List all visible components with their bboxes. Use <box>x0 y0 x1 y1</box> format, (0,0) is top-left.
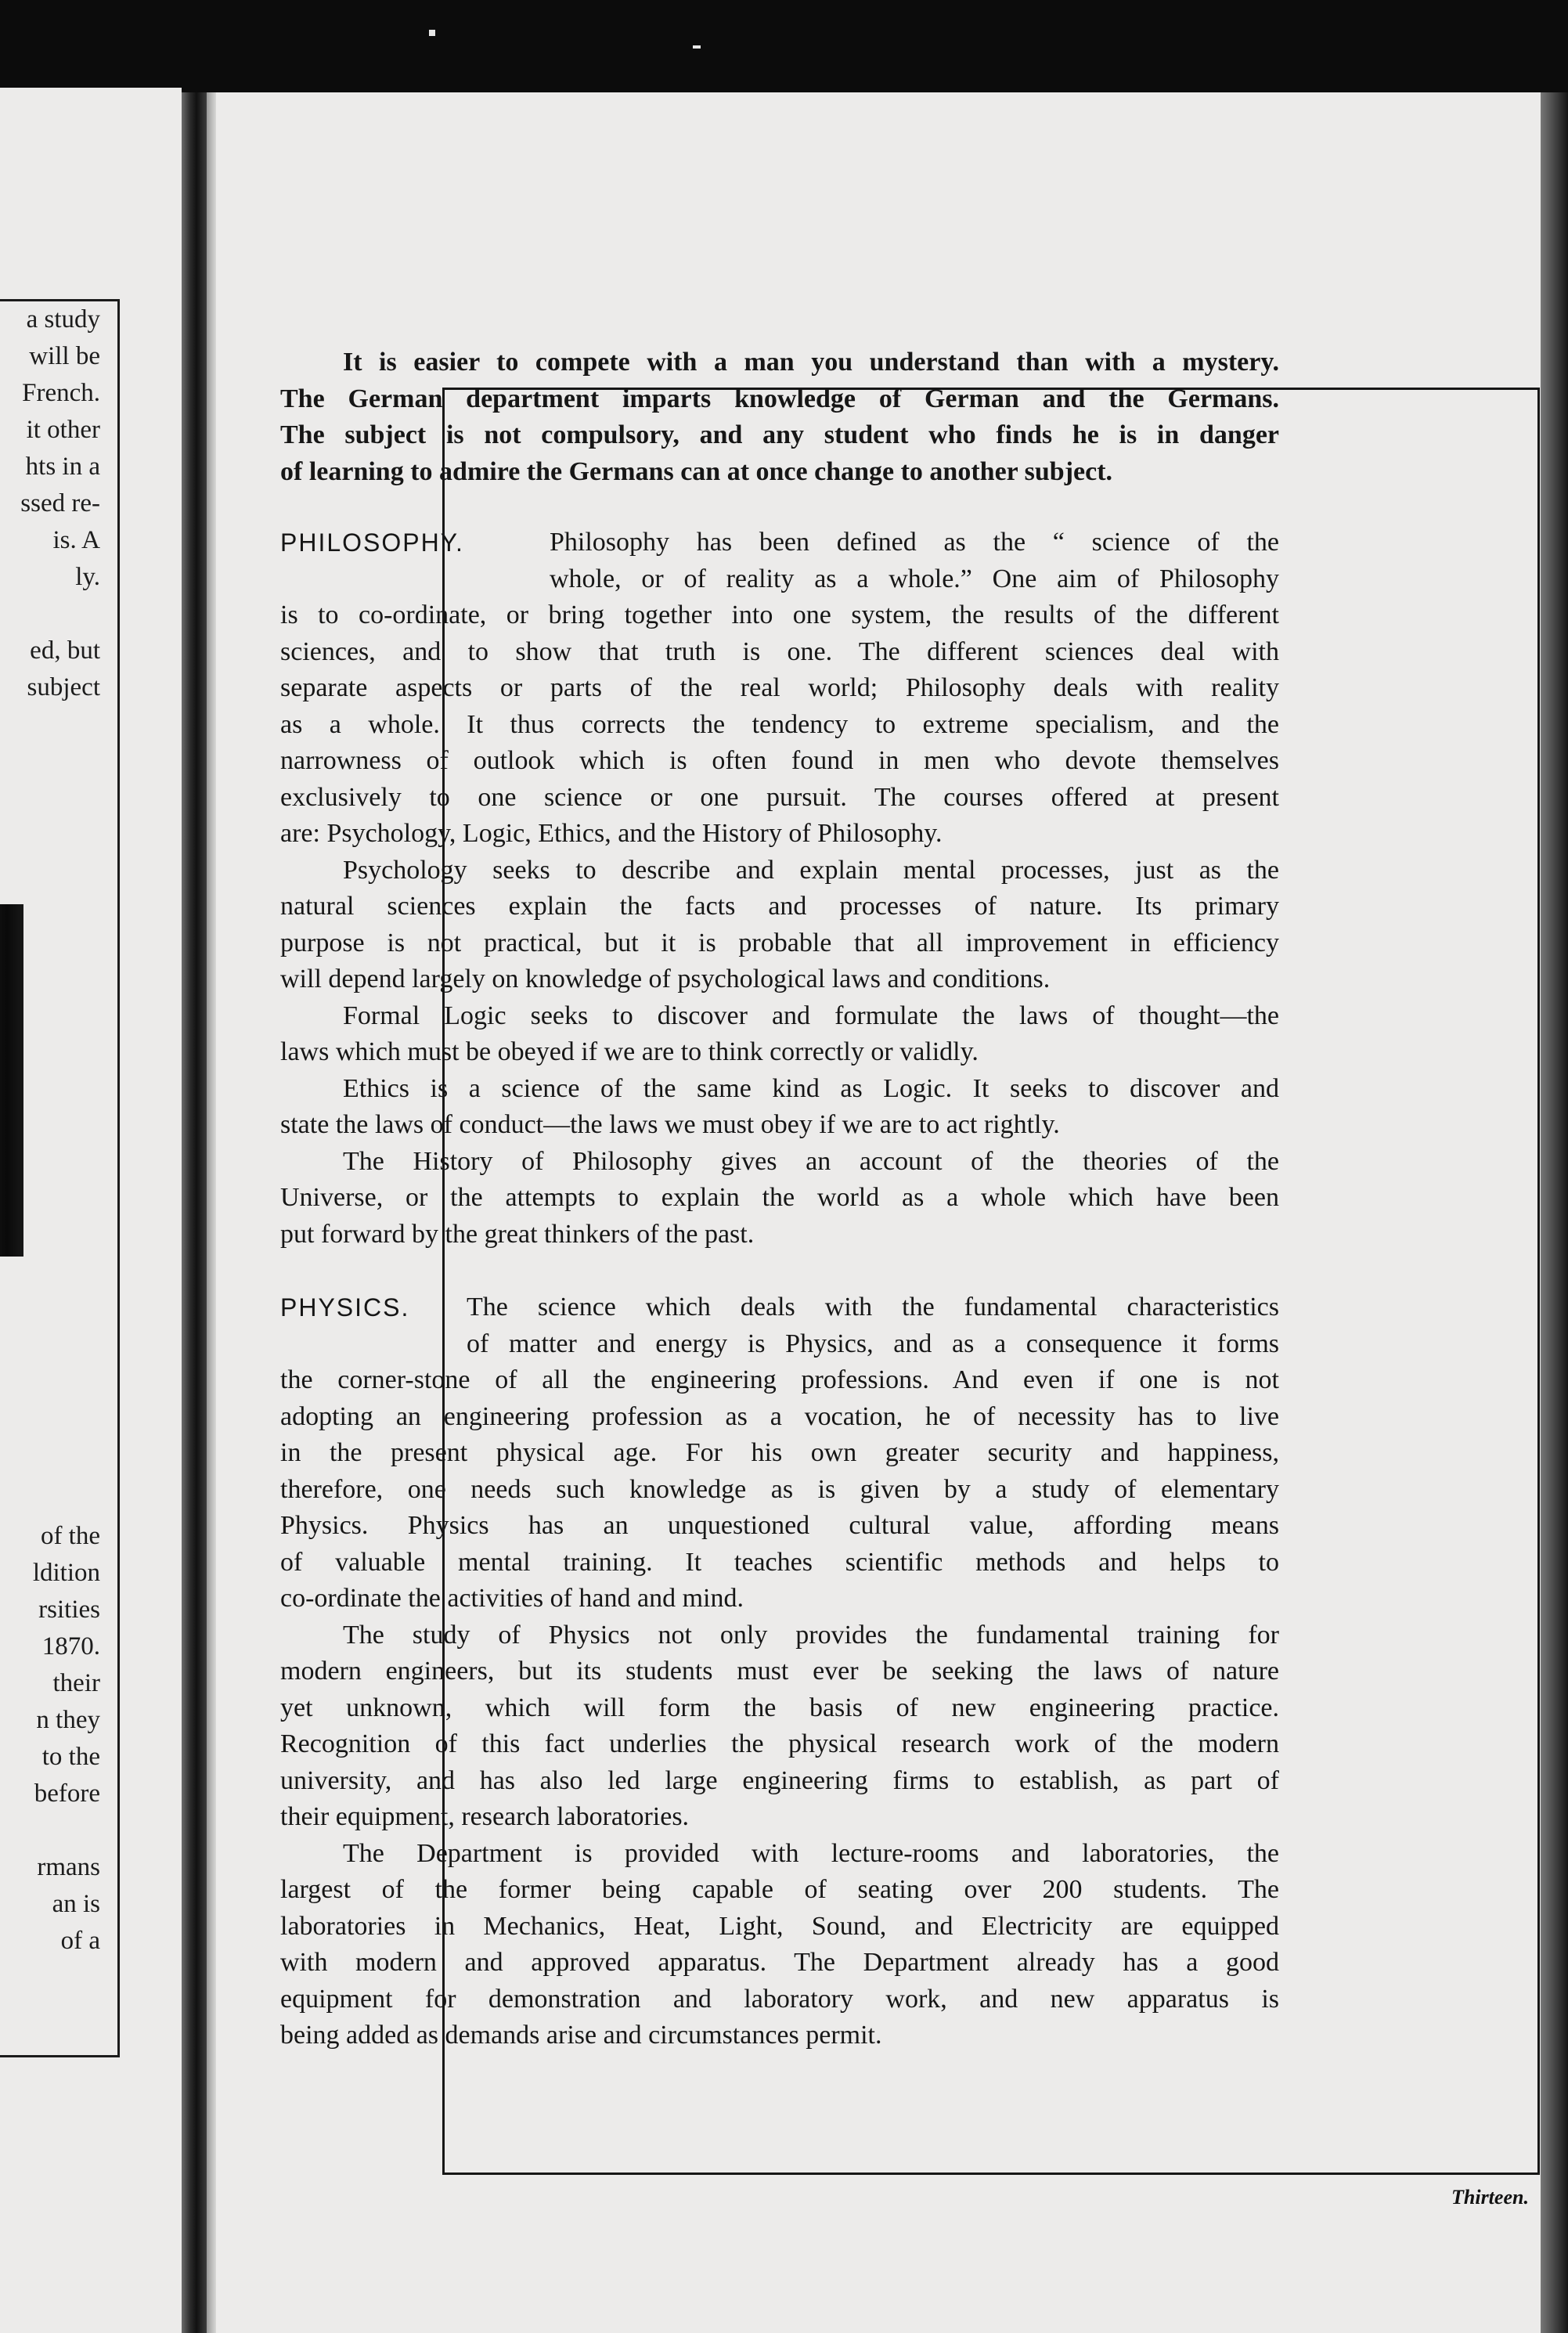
text-line: exclusively to one science or one pursuit. The courses offered at present <box>280 782 1279 812</box>
previous-page-line: is. A <box>52 526 100 554</box>
text-line: will depend largely on knowledge of psychological laws and conditions. <box>280 965 1051 993</box>
text-line: purpose is not practical, but it is probable that all improvement in efficiency <box>280 928 1279 957</box>
previous-page-frame <box>0 299 120 2057</box>
previous-page-line: ssed re- <box>20 489 100 517</box>
text-line: Physics. Physics has an unquestioned cultural value, affording means <box>280 1511 1279 1540</box>
text-line: being added as demands arise and circumstances permit. <box>280 2021 882 2050</box>
previous-page-line: ed, but <box>30 636 100 665</box>
text-line: modern engineers, but its students must ever be seeking the laws of nature <box>280 1657 1279 1686</box>
text-line: The science which deals with the fundamental characteristics <box>467 1293 1279 1322</box>
intro-paragraph <box>280 344 1279 490</box>
text-line: The German department imparts knowledge of German and the Germans. <box>280 384 1279 413</box>
previous-page-photo <box>0 904 23 1257</box>
text-line: The Department is provided with lecture-rooms and laboratories, the <box>343 1838 1279 1868</box>
text-line: separate aspects or parts of the real world; Philosophy deals with reality <box>280 673 1279 702</box>
physics-first-line <box>280 1289 1279 1326</box>
text-line: university, and has also led large engineering firms to establish, as part of <box>280 1765 1279 1795</box>
text-line: co-ordinate the activities of hand and mind. <box>280 1584 744 1613</box>
physics-section <box>280 1289 1279 2054</box>
page-edge-shadow <box>1541 92 1568 2333</box>
text-line: Universe, or the attempts to explain the world as a whole which have been <box>280 1183 1279 1212</box>
text-line: It is easier to compete with a man you understand than with a mystery. <box>343 348 1279 377</box>
previous-page-line: hts in a <box>25 453 100 481</box>
text-line: of matter and energy is Physics, and as a consequence it forms <box>467 1329 1279 1358</box>
text-line: in the present physical age. For his own greater security and happiness, <box>280 1438 1279 1467</box>
text-line: Formal Logic seeks to discover and formulate the laws of thought—the <box>343 1001 1279 1030</box>
previous-page-line: rsities <box>38 1596 100 1624</box>
previous-page-line: to the <box>41 1743 100 1771</box>
text-line: equipment for demonstration and laboratory work, and new apparatus is <box>280 1984 1279 2014</box>
previous-page-line: an is <box>52 1890 100 1918</box>
text-line: of learning to admire the Germans can at once change to another subject. <box>280 456 1113 486</box>
previous-page-line: before <box>34 1779 100 1808</box>
previous-page-line: 1870. <box>41 1632 100 1661</box>
text-line: laws which must be obeyed if we are to think correctly or validly. <box>280 1037 979 1066</box>
previous-page-line <box>20 1812 100 1849</box>
text-line: Philosophy has been defined as the “ science of the <box>550 528 1279 557</box>
text-line: largest of the former being capable of seating over 200 students. The <box>280 1875 1279 1904</box>
page-body <box>280 344 1279 2054</box>
previous-page-line: their <box>52 1669 100 1697</box>
text-line: laboratories in Mechanics, Heat, Light, Sound, and Electricity are equipped <box>280 1911 1279 1941</box>
previous-page-line: rmans <box>37 1853 100 1881</box>
text-line: Recognition of this fact underlies the physical research work of the modern <box>280 1729 1279 1758</box>
previous-page-line: ly. <box>75 563 100 591</box>
philosophy-heading: PHILOSOPHY. <box>280 528 464 557</box>
previous-page-line: a study <box>26 305 100 334</box>
text-line: natural sciences explain the facts and processes of nature. Its primary <box>280 892 1279 921</box>
text-line: as a whole. It thus corrects the tendency to extreme specialism, and the <box>280 709 1279 739</box>
physics-heading: PHYSICS. <box>280 1293 410 1322</box>
text-line: are: Psychology, Logic, Ethics, and the History of Philosophy. <box>280 819 943 848</box>
previous-page-line: subject <box>27 673 100 701</box>
previous-page-line: of a <box>60 1927 100 1955</box>
text-line: is to co-ordinate, or bring together into one system, the results of the different <box>280 600 1279 629</box>
page-number: Thirteen. <box>1451 2186 1529 2209</box>
text-line: put forward by the great thinkers of the past. <box>280 1219 755 1249</box>
text-line: of valuable mental training. It teaches scientific methods and helps to <box>280 1547 1279 1577</box>
text-line: sciences, and to show that truth is one. The different sciences deal with <box>280 636 1279 666</box>
text-line: Psychology seeks to describe and explain mental processes, just as the <box>343 855 1279 885</box>
text-line: whole, or of reality as a whole.” One aim of Philosophy <box>550 564 1279 593</box>
text-line: therefore, one needs such knowledge as is given by a study of elementary <box>280 1474 1279 1504</box>
previous-page-line: n they <box>36 1706 100 1734</box>
philosophy-first-line <box>280 525 1279 561</box>
previous-page <box>0 88 182 2333</box>
text-line: adopting an engineering profession as a vocation, he of necessity has to live <box>280 1401 1279 1431</box>
text-line: Ethics is a science of the same kind as Logic. It seeks to discover and <box>343 1073 1279 1103</box>
previous-page-line <box>20 596 100 633</box>
previous-page-line: of the <box>40 1522 100 1550</box>
text-line: The subject is not compulsory, and any student who finds he is in danger <box>280 420 1279 449</box>
gutter-shading <box>207 92 216 2333</box>
text-line: The study of Physics not only provides the fundamental training for <box>343 1620 1279 1650</box>
philosophy-section <box>280 525 1279 1253</box>
text-line: narrowness of outlook which is often found in men who devote themselves <box>280 746 1279 775</box>
text-line: with modern and approved apparatus. The Department already has a good <box>280 1948 1279 1977</box>
text-line: the corner-stone of all the engineering professions. And even if one is not <box>280 1365 1279 1394</box>
text-line: their equipment, research laboratories. <box>280 1802 690 1831</box>
text-line: state the laws of conduct—the laws we must obey if we are to act rightly. <box>280 1110 1060 1139</box>
previous-page-line: will be <box>29 342 100 370</box>
scan-speck <box>693 45 701 49</box>
scan-speck <box>429 30 435 36</box>
text-line: The History of Philosophy gives an account of the theories of the <box>343 1146 1279 1176</box>
text-line: yet unknown, which will form the basis of new engineering practice. <box>280 1693 1279 1722</box>
previous-page-text <box>20 301 100 1960</box>
previous-page-line: it other <box>26 416 100 444</box>
book-gutter <box>182 92 207 2333</box>
previous-page-line: ldition <box>32 1559 100 1587</box>
previous-page-line: French. <box>22 379 100 407</box>
